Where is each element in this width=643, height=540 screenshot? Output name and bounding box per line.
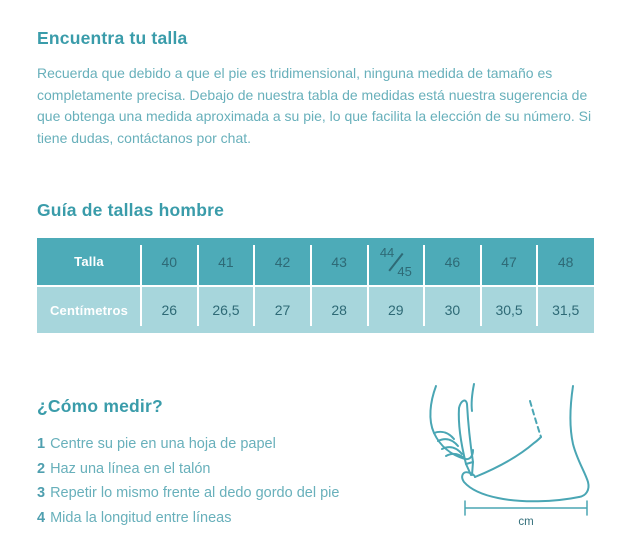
step-text: Haz una línea en el talón xyxy=(50,460,211,477)
heel-outline xyxy=(570,386,588,497)
size-cell: 27 xyxy=(254,287,311,333)
step-text: Mida la longitud entre líneas xyxy=(50,509,232,526)
step-text: Centre su pie en una hoja de papel xyxy=(50,436,276,452)
size-cell: 40 xyxy=(141,238,198,285)
step-number: 4 xyxy=(37,509,46,526)
size-cell: 26,5 xyxy=(198,287,255,333)
step-number: 2 xyxy=(37,460,46,477)
size-cell: 30 xyxy=(424,287,481,333)
size-cell: 28 xyxy=(311,287,368,333)
step-text: Repetir lo mismo frente al dedo gordo del pie xyxy=(50,485,340,501)
size-cell: 47 xyxy=(481,238,538,285)
sizes-row-label: Talla xyxy=(74,254,104,269)
split-size-cell: 44 45 xyxy=(379,244,412,279)
size-cell: 48 xyxy=(537,238,594,285)
size-table-cm-row xyxy=(37,287,594,333)
step-number: 1 xyxy=(37,436,46,452)
size-guide-title: Guía de tallas hombre xyxy=(37,200,225,220)
pen-icon xyxy=(459,401,473,464)
cm-label: cm xyxy=(518,516,534,528)
wrist-inner-line xyxy=(472,384,474,411)
foot-measuring-illustration xyxy=(415,380,607,528)
size-cell: 41 xyxy=(198,238,255,285)
size-cell: 43 xyxy=(311,238,368,285)
foot-top-line xyxy=(475,437,541,477)
size-cell: 30,5 xyxy=(481,287,538,333)
size-cell: 42 xyxy=(254,238,311,285)
find-size-description: Recuerda que debido a que el pie es tridimensional, ninguna medida de tamaño es completamente precisa. Debajo de nuestra tabla de medidas está nuestra sugerencia de que obtenga una medida aproximada a su pie, lo que facilita la elección de su número. Si tiene dudas, contáctanos por chat. xyxy=(37,65,592,146)
size-table xyxy=(37,238,594,333)
size-cell: 31,5 xyxy=(537,287,594,333)
ankle-dashed-line xyxy=(530,401,541,437)
how-to-measure-title: ¿Cómo medir? xyxy=(37,396,163,416)
cm-row-label: Centímetros xyxy=(49,302,129,318)
step-number: 3 xyxy=(37,485,46,501)
size-cell xyxy=(368,238,425,285)
sole-outline xyxy=(462,472,579,501)
size-cell: 46 xyxy=(424,238,481,285)
size-cell: 26 xyxy=(141,287,198,333)
measure-line xyxy=(465,501,587,515)
size-cell: 29 xyxy=(368,287,425,333)
size-table-sizes-row xyxy=(37,238,594,287)
find-size-title: Encuentra tu talla xyxy=(37,28,188,48)
